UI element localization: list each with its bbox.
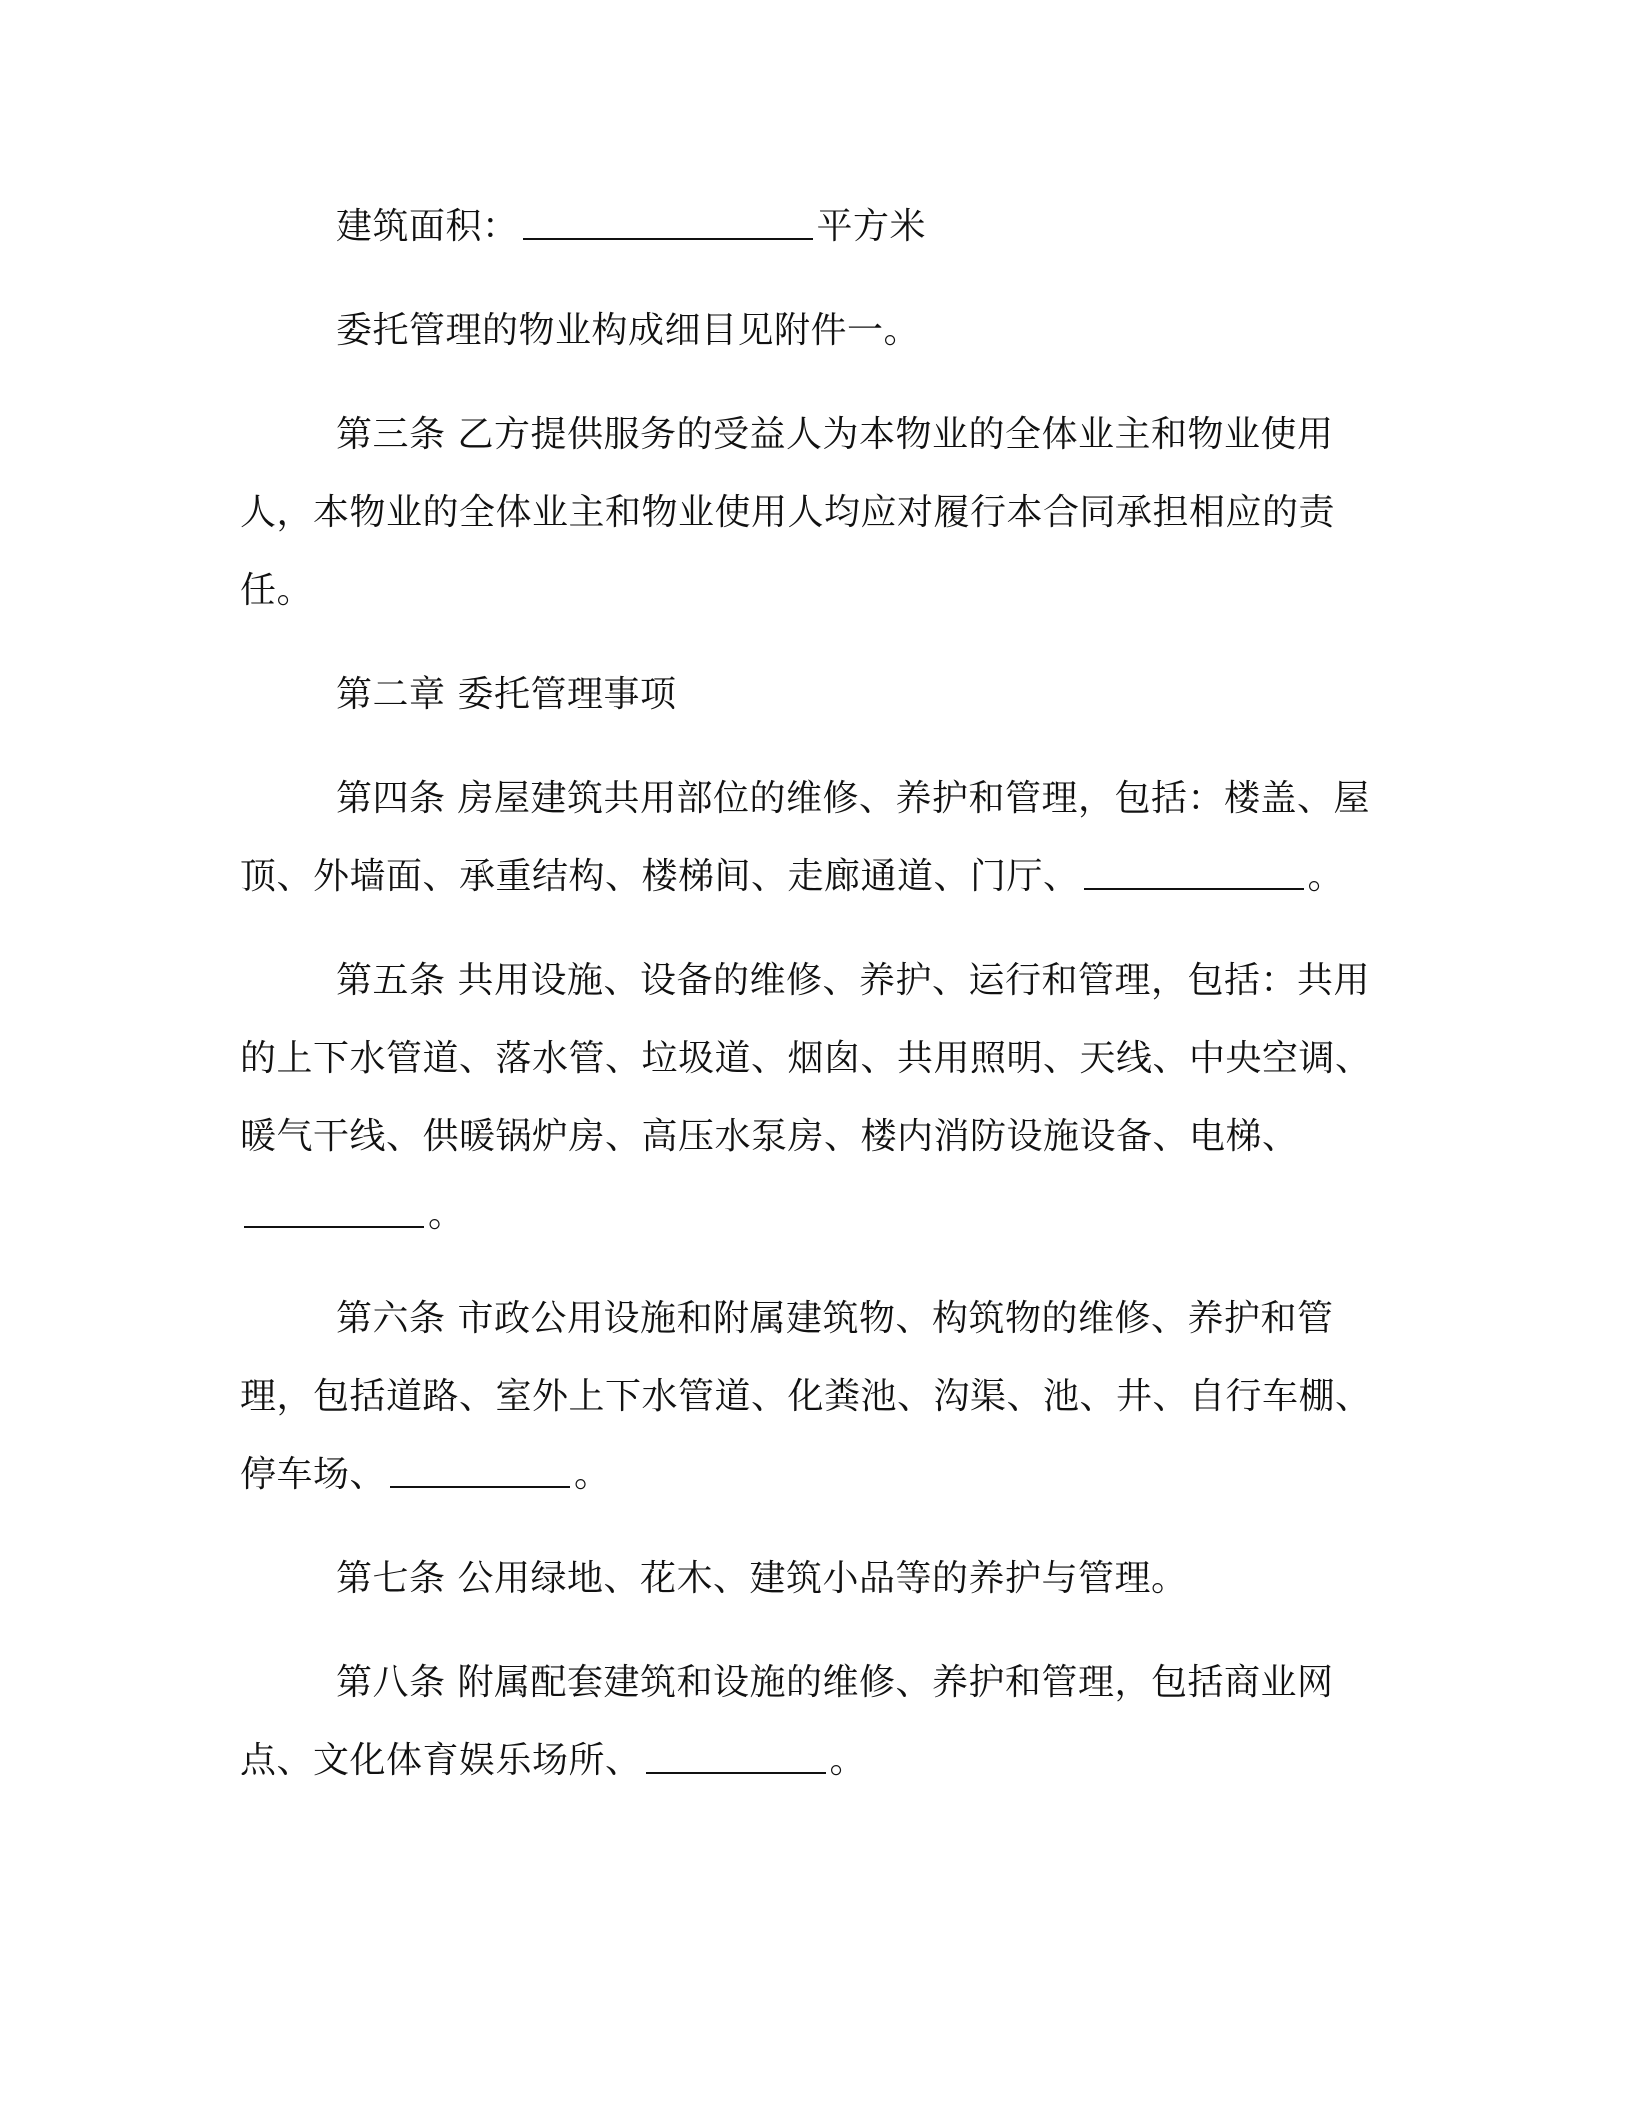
article-8: [240, 1644, 1372, 1800]
article-5-title: 第五条: [336, 960, 446, 1001]
article-7-title: 第七条: [336, 1558, 446, 1599]
article-8-end: 。: [829, 1740, 867, 1781]
chapter-2-text: 委托管理事项: [457, 674, 677, 715]
article-7-text: 公用绿地、花木、建筑小品等的养护与管理。: [457, 1558, 1188, 1599]
article-6: [240, 1280, 1372, 1514]
article-4: [240, 760, 1372, 916]
entrusted-text: 委托管理的物业构成细目见附件一。: [336, 310, 921, 351]
article-4-title: 第四条: [336, 778, 446, 819]
article-4-text: 房屋建筑共用部位的维修、养护和管理，包括：楼盖、屋顶、外墙面、承重结构、楼梯间、走廊通道、门厅、: [240, 778, 1371, 897]
entrusted-paragraph: [240, 292, 1372, 370]
article-5-end: 。: [428, 1194, 465, 1235]
article-5-blank: [244, 1196, 424, 1228]
article-3-text: 乙方提供服务的受益人为本物业的全体业主和物业使用人，本物业的全体业主和物业使用人均应对履行本合同承担相应的责任。: [240, 414, 1336, 611]
article-6-end: 。: [574, 1454, 611, 1495]
article-4-blank: [1084, 858, 1304, 890]
article-3: [240, 396, 1372, 630]
chapter-2-heading: [240, 656, 1372, 734]
article-8-blank: [646, 1742, 826, 1774]
article-8-title: 第八条: [336, 1662, 446, 1703]
article-7: [240, 1540, 1372, 1618]
chapter-2-title: 第二章: [336, 674, 446, 715]
article-8-text: 附属配套建筑和设施的维修、养护和管理，包括商业网点、文化体育娱乐场所、: [240, 1662, 1334, 1781]
area-line: [240, 188, 1372, 266]
document-body: [240, 188, 1372, 1800]
article-3-title: 第三条: [336, 414, 446, 455]
article-6-blank: [390, 1456, 570, 1488]
area-unit: 平方米: [816, 206, 927, 247]
article-6-text: 市政公用设施和附属建筑物、构筑物的维修、养护和管理，包括道路、室外上下水管道、化粪池、沟渠、池、井、自行车棚、停车场、: [240, 1298, 1372, 1495]
article-4-end: 。: [1307, 856, 1345, 897]
article-5: [240, 942, 1372, 1254]
area-label: 建筑面积：: [336, 206, 519, 247]
article-5-text: 共用设施、设备的维修、养护、运行和管理，包括：共用的上下水管道、落水管、垃圾道、烟囱、共用照明、天线、中央空调、暖气干线、供暖锅炉房、高压水泵房、楼内消防设施设备、电梯、: [240, 960, 1372, 1157]
article-6-title: 第六条: [336, 1298, 446, 1339]
area-blank: [523, 208, 813, 240]
